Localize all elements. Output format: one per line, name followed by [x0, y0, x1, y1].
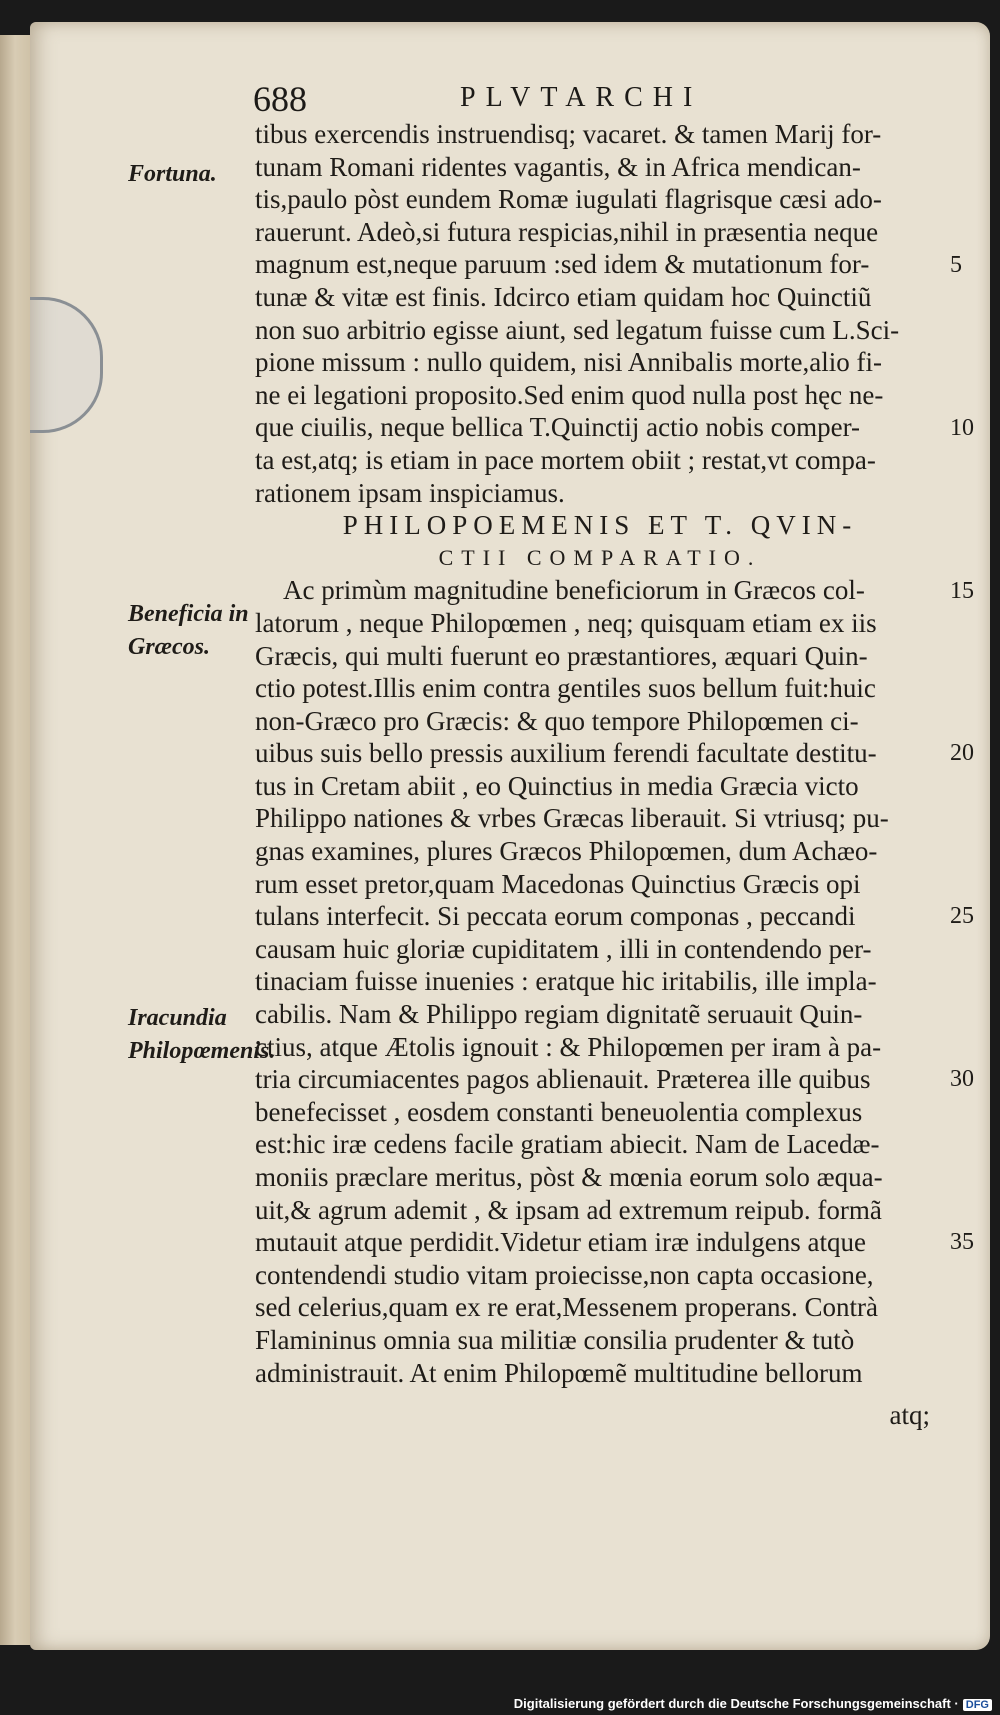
page-number: 688	[253, 79, 307, 119]
section-title: PHILOPOEMENIS ET T. QVIN-	[342, 510, 858, 541]
text-line: non suo arbitrio egisse aiunt, sed legatum fuisse cum L.Sci-	[255, 314, 900, 345]
text-line: tria circumiacentes pagos ablienauit. Præterea ille quibus	[255, 1064, 871, 1095]
catchword: atq;	[889, 1400, 930, 1430]
text-line: administrauit. At enim Philopœmẽ multitudine bellorum	[255, 1357, 863, 1388]
text-line: non-Græco pro Græcis: & quo tempore Philopœmen ci-	[255, 705, 859, 736]
text-line: ctius, atque Ætolis ignouit : & Philopœmen per iram à pa-	[255, 1031, 882, 1062]
footer-text: Digitalisierung gefördert durch die Deutsche Forschungsgemeinschaft ·	[513, 1696, 959, 1711]
text-line: tunam Romani ridentes vagantis, & in Africa mendican-	[255, 151, 861, 182]
text-line: gnas examines, plures Græcos Philopœmen, dum Achæo-	[255, 836, 878, 867]
text-line: est:hic iræ cedens facile gratiam abiecit. Nam de Lacedæ-	[255, 1129, 880, 1160]
text-line: Græcis, qui multi fuerunt eo præstantiores, æquari Quin-	[255, 640, 868, 671]
text-line: uibus suis bello pressis auxilium ferendi facultate destitu-	[255, 738, 877, 769]
line-number: 35	[950, 1229, 974, 1255]
line-number: 25	[950, 903, 974, 929]
text-line: ctio potest.Illis enim contra gentiles suos bellum fuit:huic	[255, 673, 876, 704]
margin-note-beneficia: Beneficia in Græcos.	[128, 601, 249, 660]
text-line: moniis præclare meritus, pòst & mœnia eorum solo æqua-	[255, 1162, 883, 1192]
text-line: magnum est,neque paruum :sed idem & mutationum for-	[255, 249, 870, 280]
text-line: rauerunt. Adeò,si futura respicias,nihil in præsentia neque	[255, 216, 879, 247]
text-line: que ciuilis, neque bellica T.Quinctij actio nobis comper-	[255, 412, 861, 443]
text-line: benefecisset , eosdem constanti beneuolentia complexus	[255, 1096, 863, 1127]
text-line: ne ei legationi proposito.Sed enim quod nulla post hęc ne-	[255, 379, 884, 410]
line-number: 20	[950, 740, 974, 766]
digitization-footer	[514, 1696, 992, 1711]
text-line: contendendi studio vitam proiecisse,non capta occasione,	[255, 1259, 874, 1290]
text-line: ta est,atq; is etiam in pace mortem obiit ; restat,vt compa-	[255, 444, 876, 475]
text-line: cabilis. Nam & Philippo regiam dignitatẽ seruauit Quin-	[255, 999, 863, 1030]
dfg-logo: DFG	[963, 1699, 992, 1711]
text-line: tulans interfecit. Si peccata eorum componas , peccandi	[255, 901, 856, 932]
running-head	[0, 78, 1000, 118]
main-text	[255, 118, 945, 1389]
text-line: causam huic gloriæ cupiditatem , illi in contendendo per-	[255, 933, 872, 964]
text-line: tinaciam fuisse inuenies : eratque hic iritabilis, ille impla-	[255, 966, 877, 997]
text-line: pione missum : nullo quidem, nisi Annibalis morte,alio fi-	[255, 347, 882, 378]
line-number: 5	[950, 252, 962, 278]
text-line: tunæ & vitæ est finis. Idcirco etiam quidam hoc Quinctiũ	[255, 281, 872, 312]
binder-clip	[30, 297, 103, 433]
line-number: 30	[950, 1066, 974, 1092]
text-line: uit,& agrum ademit , & ipsam ad extremum reipub. formã	[255, 1194, 882, 1225]
section-title-continued: CTII COMPARATIO.	[438, 544, 762, 570]
margin-note-iracundia: Iracundia Philopœmenis.	[128, 1005, 276, 1064]
margin-note-fortuna: Fortuna.	[128, 161, 217, 187]
text-line: Philippo nationes & vrbes Græcas liberauit. Si vtriusq; pu-	[255, 803, 889, 834]
running-title: PLVTARCHI	[460, 82, 703, 113]
line-number: 10	[950, 415, 974, 441]
text-line: sed celerius,quam ex re erat,Messenem properans. Contrà	[255, 1292, 879, 1323]
text-line: Ac primùm magnitudine beneficiorum in Græcos col-	[283, 575, 865, 606]
text-line: rum esset pretor,quam Macedonas Quinctius Græcis opi	[255, 868, 861, 899]
text-line: latorum , neque Philopœmen , neq; quisquam etiam ex iis	[255, 607, 877, 638]
line-number: 15	[950, 578, 974, 604]
text-line: rationem ipsam inspiciamus.	[255, 477, 565, 508]
text-line: Flamininus omnia sua militiæ consilia prudenter & tutò	[255, 1324, 855, 1355]
text-line: tus in Cretam abiit , eo Quinctius in media Græcia victo	[255, 770, 859, 801]
text-line: mutauit atque perdidit.Videtur etiam iræ indulgens atque	[255, 1227, 866, 1258]
text-line: tibus exercendis instruendisq; vacaret. & tamen Marij for-	[255, 119, 882, 149]
text-line: tis,paulo pòst eundem Romæ iugulati flagrisque cæsi ado-	[255, 184, 882, 215]
